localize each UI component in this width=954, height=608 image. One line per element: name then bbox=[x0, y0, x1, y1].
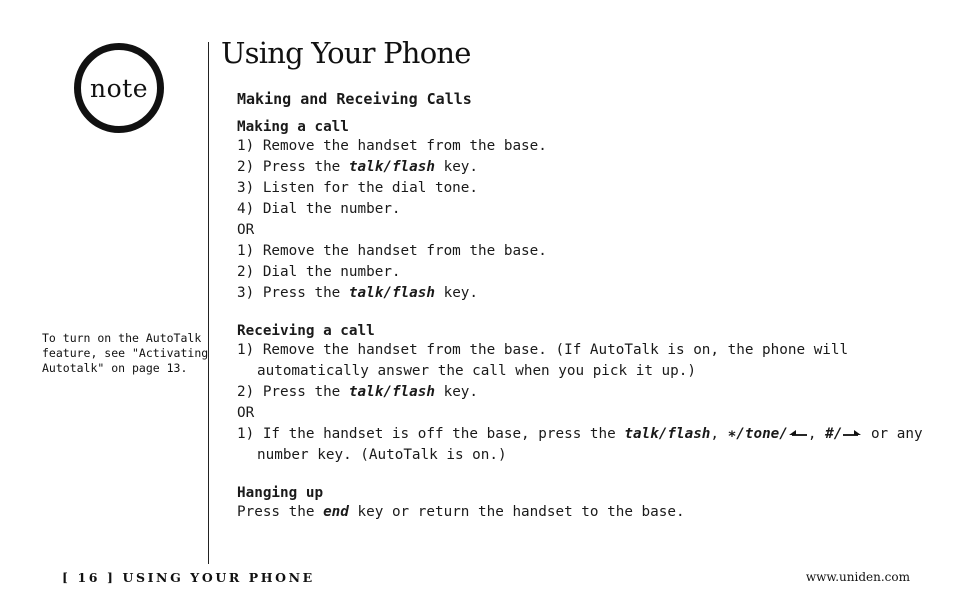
instruction-line: 1) Remove the handset from the base. bbox=[237, 243, 547, 259]
instruction-line: 3) Listen for the dial tone. bbox=[237, 180, 479, 196]
instruction-line: 4) Dial the number. bbox=[237, 201, 401, 217]
talk-flash-key: talk/flash bbox=[624, 426, 711, 442]
sidenote-line: To turn on the AutoTalk bbox=[42, 331, 202, 345]
making-call-heading: Making a call bbox=[237, 119, 349, 135]
note-badge bbox=[74, 43, 164, 133]
sidenote-line: Autotalk" on page 13. bbox=[42, 361, 188, 375]
right-arrow-icon bbox=[842, 429, 862, 439]
instruction-line: 1) If the handset is off the base, press the talk/flash, ∗/tone/ , #/ or any bbox=[237, 426, 923, 442]
note-label: note bbox=[90, 73, 148, 103]
instruction-line: automatically answer the call when you pick it up.) bbox=[257, 363, 696, 379]
or-separator: OR bbox=[237, 405, 255, 421]
left-arrow-icon bbox=[788, 429, 808, 439]
instruction-line: 1) Remove the handset from the base. bbox=[237, 138, 547, 154]
instruction-line: 2) Press the talk/flash key. bbox=[237, 159, 479, 175]
receiving-call-heading: Receiving a call bbox=[237, 323, 375, 339]
instruction-line: 1) Remove the handset from the base. (If AutoTalk is on, the phone will bbox=[237, 342, 849, 358]
instruction-line: 2) Dial the number. bbox=[237, 264, 401, 280]
end-key: end bbox=[323, 504, 349, 520]
sidenote-line: feature, see "Activating bbox=[42, 346, 209, 360]
hanging-up-heading: Hanging up bbox=[237, 485, 324, 501]
instruction-line: 2) Press the talk/flash key. bbox=[237, 384, 479, 400]
star-tone-key: ∗/tone/ bbox=[727, 426, 788, 442]
instruction-line: 3) Press the talk/flash key. bbox=[237, 285, 479, 301]
or-separator: OR bbox=[237, 222, 255, 238]
talk-flash-key: talk/flash bbox=[348, 159, 435, 175]
talk-flash-key: talk/flash bbox=[348, 384, 435, 400]
main-content bbox=[237, 90, 923, 523]
sidenote bbox=[42, 331, 209, 376]
instruction-line: Press the end key or return the handset to the base. bbox=[237, 504, 685, 520]
instruction-line: number key. (AutoTalk is on.) bbox=[257, 447, 507, 463]
pound-key: #/ bbox=[825, 426, 843, 442]
spacer bbox=[237, 304, 917, 323]
spacer bbox=[237, 466, 917, 485]
talk-flash-key: talk/flash bbox=[348, 285, 435, 301]
section-title: Making and Receiving Calls bbox=[237, 90, 472, 108]
page-title: Using Your Phone bbox=[221, 36, 471, 70]
footer-page-label: [ 16 ] USING YOUR PHONE bbox=[62, 570, 315, 585]
vertical-divider bbox=[208, 42, 209, 564]
footer-website: www.uniden.com bbox=[805, 570, 910, 584]
